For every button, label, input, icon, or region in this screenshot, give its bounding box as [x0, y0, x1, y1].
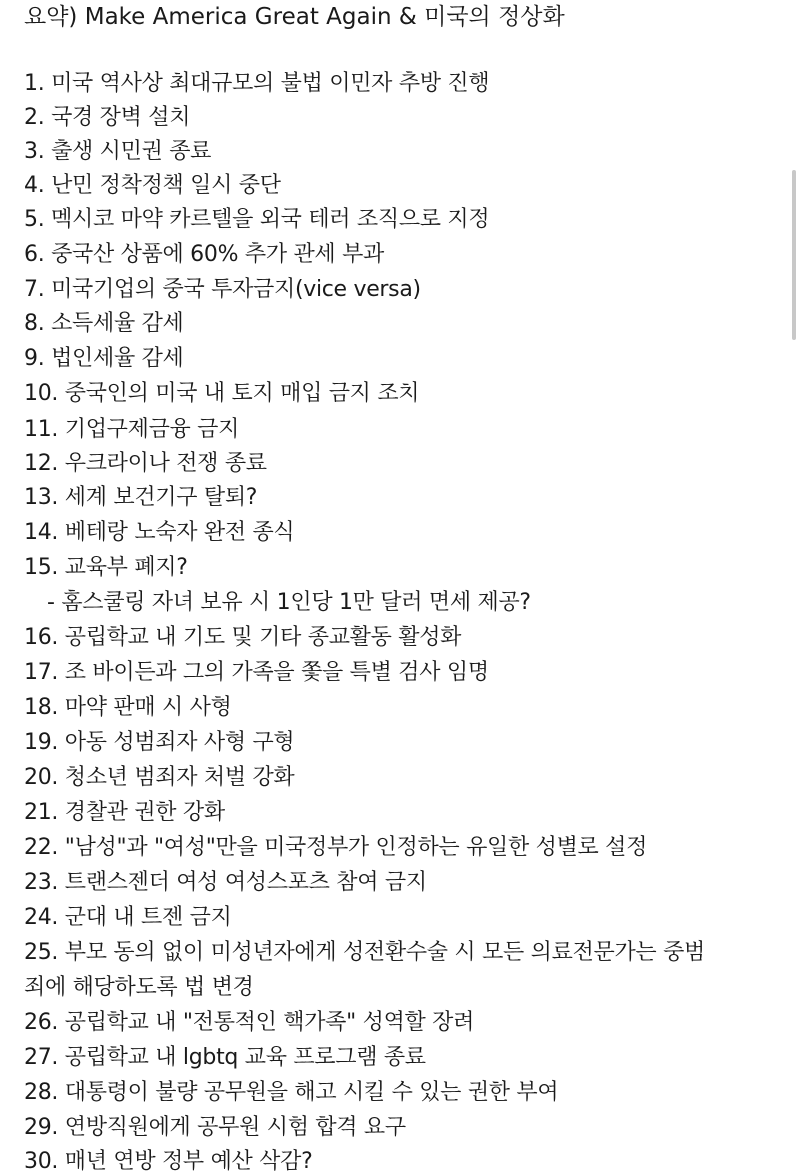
list-item: 11. 기업구제금융 금지	[24, 417, 240, 442]
list-item: 26. 공립학교 내 "전통적인 핵가족" 성역할 장려	[24, 1010, 475, 1035]
list-item: 4. 난민 정착정책 일시 중단	[24, 173, 281, 198]
list-item: 19. 아동 성범죄자 사형 구형	[24, 730, 295, 755]
list-item: 29. 연방직원에게 공무원 시험 합격 요구	[24, 1115, 406, 1140]
list-item: 10. 중국인의 미국 내 토지 매입 금지 조치	[24, 381, 420, 406]
list-item: 23. 트랜스젠더 여성 여성스포츠 참여 금지	[24, 870, 427, 895]
list-item: 13. 세계 보건기구 탈퇴?	[24, 485, 258, 510]
list-item-continuation: 죄에 해당하도록 법 변경	[24, 975, 254, 1000]
list-item: 17. 조 바이든과 그의 가족을 쫓을 특별 검사 임명	[24, 660, 489, 685]
list-item: 6. 중국산 상품에 60% 추가 관세 부과	[24, 242, 384, 267]
list-item: 2. 국경 장벽 설치	[24, 105, 191, 130]
list-item: 14. 베테랑 노숙자 완전 종식	[24, 520, 295, 545]
list-item: 21. 경찰관 권한 강화	[24, 800, 225, 825]
list-item: 28. 대통령이 불량 공무원을 해고 시킬 수 있는 권한 부여	[24, 1080, 559, 1105]
list-item: 18. 마약 판매 시 사형	[24, 695, 232, 720]
list-item: 20. 청소년 범죄자 처벌 강화	[24, 765, 295, 790]
list-item: 9. 법인세율 감세	[24, 346, 184, 371]
list-item: 7. 미국기업의 중국 투자금지(vice versa)	[24, 277, 421, 302]
page-title: 요약) Make America Great Again & 미국의 정상화	[24, 4, 565, 30]
list-item: 22. "남성"과 "여성"만을 미국정부가 인정하는 유일한 성별로 설정	[24, 835, 648, 860]
list-item: 27. 공립학교 내 lgbtq 교육 프로그램 종료	[24, 1045, 426, 1070]
list-item-sub: - 홈스쿨링 자녀 보유 시 1인당 1만 달러 면세 제공?	[47, 590, 531, 615]
list-item: 8. 소득세율 감세	[24, 311, 184, 336]
list-item: 1. 미국 역사상 최대규모의 불법 이민자 추방 진행	[24, 71, 490, 96]
list-item: 5. 멕시코 마약 카르텔을 외국 테러 조직으로 지정	[24, 207, 490, 232]
list-item: 30. 매년 연방 정부 예산 삭감?	[24, 1149, 313, 1172]
scrollbar[interactable]	[792, 170, 796, 340]
list-item: 16. 공립학교 내 기도 및 기타 종교활동 활성화	[24, 625, 462, 650]
list-item: 12. 우크라이나 전쟁 종료	[24, 451, 267, 476]
list-item: 25. 부모 동의 없이 미성년자에게 성전환수술 시 모든 의료전문가는 중범	[24, 940, 705, 965]
list-item: 3. 출생 시민권 종료	[24, 139, 212, 164]
list-item: 24. 군대 내 트젠 금지	[24, 905, 232, 930]
list-item: 15. 교육부 폐지?	[24, 555, 188, 580]
